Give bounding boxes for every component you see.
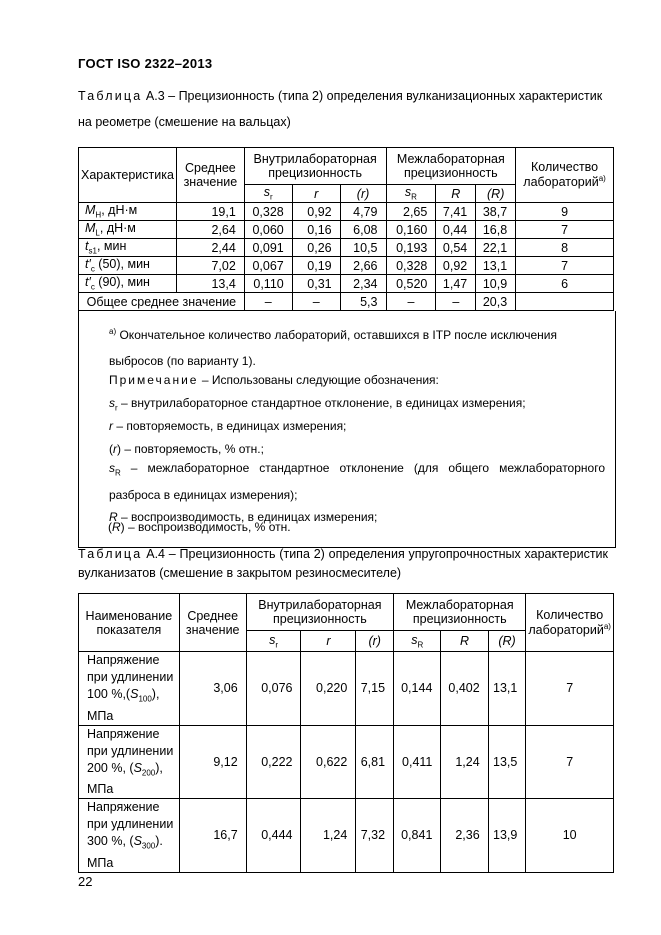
cell-r: 0,19 <box>292 257 340 275</box>
cell-sr: 0,110 <box>244 275 292 293</box>
header-labs-note: а) <box>598 174 606 184</box>
sym-sub: r <box>270 192 273 202</box>
header-interlab: Межлабораторная прецизионность <box>386 148 516 185</box>
cell-r: 0,220 <box>301 652 356 726</box>
cell-sr: 0,076 <box>246 652 301 726</box>
legend-sr-text: – внутрилабораторное стандартное отклонение, в единицах измерения; <box>121 396 526 410</box>
table-row <box>79 725 614 799</box>
cell-mean: 13,4 <box>176 275 244 293</box>
row-symbol-sub: 200 <box>141 768 156 777</box>
label-line: Напряжение <box>87 726 160 741</box>
overall-r: – <box>292 293 340 311</box>
caption-text: А.3 – Прецизионность (типа 2) определения вулканизационных характеристик на реометре (смешение на вальцах) <box>78 89 603 129</box>
cell-sR: 0,193 <box>386 239 436 257</box>
cell-sr: 0,222 <box>246 725 301 799</box>
cell-sr: 0,091 <box>244 239 292 257</box>
cell-sR: 0,841 <box>394 799 441 873</box>
legend-R-text: – воспроизводимость, в единицах измерения; <box>121 510 378 524</box>
overall-R: – <box>436 293 476 311</box>
legend-rp: (r) – повторяемость, % отн.; <box>109 442 264 456</box>
cell-Rp: 10,9 <box>476 275 516 293</box>
cell-rp: 6,08 <box>340 221 386 239</box>
row-symbol: S <box>130 687 139 701</box>
row-label <box>79 221 177 239</box>
cell-Rp: 22,1 <box>476 239 516 257</box>
table-row <box>79 652 614 726</box>
label-line: при удлинении <box>87 743 174 758</box>
label-line: МПа <box>87 782 114 796</box>
cell-labs: 8 <box>516 239 614 257</box>
document-header: ГОСТ ISO 2322–2013 <box>78 56 213 71</box>
cell-rp: 7,15 <box>356 652 394 726</box>
cell-Rp: 13,1 <box>476 257 516 275</box>
header-labs-text: Количество лабораторий <box>523 160 599 190</box>
sym-sub: R <box>411 192 417 202</box>
header-r <box>292 185 340 203</box>
cell-sR: 0,160 <box>386 221 436 239</box>
cell-R: 0,44 <box>436 221 476 239</box>
overall-sR: – <box>386 293 436 311</box>
legend-rp-text: – повторяемость, % отн.; <box>124 442 264 456</box>
overall-label: Общее среднее значение <box>79 293 245 311</box>
cell-labs: 9 <box>516 203 614 221</box>
cell-sr: 0,067 <box>244 257 292 275</box>
cell-R: 0,54 <box>436 239 476 257</box>
sym-rp: (r) <box>356 186 370 201</box>
row-symbol: S <box>133 834 142 848</box>
header-sr <box>244 185 292 203</box>
row-label <box>79 239 177 257</box>
header-r <box>301 631 356 652</box>
cell-Rp: 38,7 <box>476 203 516 221</box>
cell-R: 0,402 <box>441 652 488 726</box>
legend-sR: $s_R$ – межлабораторное стандартное отклонение (для общего межлабораторного разброса в единицах измерения); <box>109 461 605 503</box>
overall-Rp: 20,3 <box>476 293 516 311</box>
cell-mean: 19,1 <box>176 203 244 221</box>
row-symbol: t′ <box>85 257 91 272</box>
cell-mean: 2,44 <box>176 239 244 257</box>
cell-rp: 2,66 <box>340 257 386 275</box>
row-unit: (50), мин <box>94 257 150 272</box>
caption-text: А.4 – Прецизионность (типа 2) определения упругопрочностных характеристик вулканизатов (смешение в закрытом резиносмесителе) <box>78 547 608 580</box>
cell-R: 7,41 <box>436 203 476 221</box>
sym-sub: r <box>275 640 279 650</box>
cell-Rp: 13,1 <box>488 652 526 726</box>
cell-R: 2,36 <box>441 799 488 873</box>
sym-s: s <box>269 632 276 647</box>
sym-rp: (r) <box>368 634 381 648</box>
cell-sR: 0,520 <box>386 275 436 293</box>
cell-mean: 9,12 <box>179 725 246 799</box>
footnote <box>109 319 605 374</box>
cell-mean: 7,02 <box>176 257 244 275</box>
cell-Rp: 16,8 <box>476 221 516 239</box>
table-row <box>79 203 614 221</box>
row-symbol: t <box>85 239 89 254</box>
row-label <box>79 725 180 799</box>
cell-labs: 6 <box>516 275 614 293</box>
sym-s: s <box>411 632 418 647</box>
sym-Rp: (R) <box>487 186 505 201</box>
header-rp <box>356 631 394 652</box>
header-R <box>441 631 488 652</box>
legend-r-text: – повторяемость, в единицах измерения; <box>116 419 347 433</box>
header-sR <box>394 631 441 652</box>
sym-Rp: (R) <box>498 634 516 648</box>
header-interlab: Межлабораторная прецизионность <box>394 594 526 631</box>
sym-r: r <box>326 634 331 648</box>
label-line: ). <box>155 834 163 848</box>
row-unit: , дН·м <box>101 203 138 218</box>
header-R <box>436 185 476 203</box>
label-line: МПа <box>87 855 114 870</box>
cell-r: 0,31 <box>292 275 340 293</box>
table-row <box>79 257 614 275</box>
cell-R: 0,92 <box>436 257 476 275</box>
cell-rp: 6,81 <box>356 725 394 799</box>
row-symbol: t′ <box>85 275 91 290</box>
row-label <box>79 652 180 726</box>
table-a3-notes <box>78 311 616 548</box>
label-line: при удлинении <box>87 817 174 831</box>
cell-R: 1,24 <box>441 725 488 799</box>
cell-mean: 16,7 <box>179 799 246 873</box>
row-symbol-sub: 300 <box>141 841 156 851</box>
cell-r: 0,92 <box>292 203 340 221</box>
row-label <box>79 275 177 293</box>
header-rp <box>340 185 386 203</box>
legend-sr: $s_r$ – внутрилабораторное стандартное отклонение, в единицах измерения; <box>109 396 526 413</box>
table-label: Таблица <box>78 547 143 561</box>
header-Rp <box>476 185 516 203</box>
cell-R: 1,47 <box>436 275 476 293</box>
row-unit: , дН·м <box>99 221 136 236</box>
cell-labs: 7 <box>516 257 614 275</box>
cell-sr: 0,328 <box>244 203 292 221</box>
table-row <box>79 799 614 873</box>
cell-labs: 10 <box>526 799 614 873</box>
legend-Rp: (R) – воспроизводимость, % отн. <box>108 520 291 534</box>
row-symbol: M <box>85 203 96 218</box>
header-mean: Среднее значение <box>179 594 246 652</box>
note-heading <box>109 373 605 387</box>
row-label <box>79 203 177 221</box>
label-line: 100 %,( <box>87 687 131 701</box>
row-symbol-sub: 100 <box>138 694 152 704</box>
note-intro: – Использованы следующие обозначения: <box>201 373 439 387</box>
header-sR <box>386 185 436 203</box>
header-intralab: Внутрилабораторная прецизионность <box>246 594 393 631</box>
label-line: 200 %, ( <box>87 760 134 775</box>
label-line: МПа <box>87 708 114 723</box>
label-line: Напряжение <box>87 800 160 814</box>
label-line: Напряжение <box>87 653 160 667</box>
overall-labs <box>516 293 614 311</box>
cell-mean: 2,64 <box>176 221 244 239</box>
label-line: ), <box>151 687 160 701</box>
cell-r: 0,622 <box>301 725 356 799</box>
header-name: Наименование показателя <box>79 594 180 652</box>
sym-R: R <box>451 186 461 201</box>
sym-s: s <box>404 185 412 200</box>
cell-rp: 4,79 <box>340 203 386 221</box>
header-sr <box>246 631 301 652</box>
cell-rp: 7,32 <box>356 799 394 873</box>
footnote-mark: а) <box>109 327 117 336</box>
table-a4 <box>78 593 614 873</box>
cell-mean: 3,06 <box>179 652 246 726</box>
row-label <box>79 257 177 275</box>
legend-sR-text: – межлабораторное стандартное отклонение (для общего межлабораторного разброса в единицах измерения); <box>109 461 605 503</box>
row-symbol-sub: c <box>90 264 95 274</box>
header-labs <box>516 148 614 203</box>
label-line: 300 %, ( <box>87 834 134 848</box>
row-symbol-sub: H <box>95 210 102 220</box>
table-a4-caption <box>78 545 608 583</box>
cell-sR: 0,411 <box>394 725 441 799</box>
row-symbol: M <box>85 221 96 236</box>
header-labs-note: а) <box>603 621 611 631</box>
cell-sR: 2,65 <box>386 203 436 221</box>
note-label: Примечание <box>109 373 199 387</box>
row-symbol: S <box>133 760 142 775</box>
table-row <box>79 239 614 257</box>
header-labs-text: Количество лабораторий <box>528 607 604 638</box>
cell-rp: 2,34 <box>340 275 386 293</box>
cell-labs: 7 <box>526 652 614 726</box>
table-a3-caption <box>78 83 608 135</box>
header-intralab: Внутрилабораторная прецизионность <box>244 148 386 185</box>
cell-r: 0,16 <box>292 221 340 239</box>
header-characteristic: Характеристика <box>79 148 177 203</box>
header-mean: Среднее значение <box>176 148 244 203</box>
legend-r: r – повторяемость, в единицах измерения; <box>109 419 347 433</box>
cell-sR: 0,144 <box>394 652 441 726</box>
footnote-text: Окончательное количество лабораторий, оставшихся в ITP после исключения выбросов (по варианту 1). <box>109 328 557 368</box>
cell-sr: 0,444 <box>246 799 301 873</box>
cell-sr: 0,060 <box>244 221 292 239</box>
sym-r: r <box>314 186 319 201</box>
table-a3 <box>78 147 614 311</box>
cell-Rp: 13,5 <box>488 725 526 799</box>
page-number: 22 <box>78 874 93 889</box>
legend-Rp-text: – воспроизводимость, % отн. <box>128 520 291 534</box>
cell-r: 0,26 <box>292 239 340 257</box>
label-line: при удлинении <box>87 670 174 684</box>
sym-R: R <box>460 634 470 648</box>
cell-sR: 0,328 <box>386 257 436 275</box>
header-Rp <box>488 631 526 652</box>
row-label <box>79 799 180 873</box>
cell-r: 1,24 <box>301 799 356 873</box>
sym-sub: R <box>417 640 424 650</box>
overall-rp: 5,3 <box>340 293 386 311</box>
cell-labs: 7 <box>516 221 614 239</box>
row-symbol-sub: s1 <box>88 246 97 256</box>
table-row <box>79 221 614 239</box>
cell-Rp: 13,9 <box>488 799 526 873</box>
label-line: ), <box>155 760 163 775</box>
legend-R: R – воспроизводимость, в единицах измерения; <box>109 510 378 524</box>
row-unit: , мин <box>96 239 127 254</box>
row-symbol-sub: L <box>95 228 100 238</box>
table-row <box>79 275 614 293</box>
header-labs <box>526 594 614 652</box>
sym-s: s <box>263 185 271 200</box>
cell-rp: 10,5 <box>340 239 386 257</box>
row-unit: (90), мин <box>94 275 150 290</box>
row-symbol-sub: c <box>90 282 95 292</box>
table-label: Таблица <box>78 89 143 103</box>
cell-labs: 7 <box>526 725 614 799</box>
overall-sr: – <box>244 293 292 311</box>
